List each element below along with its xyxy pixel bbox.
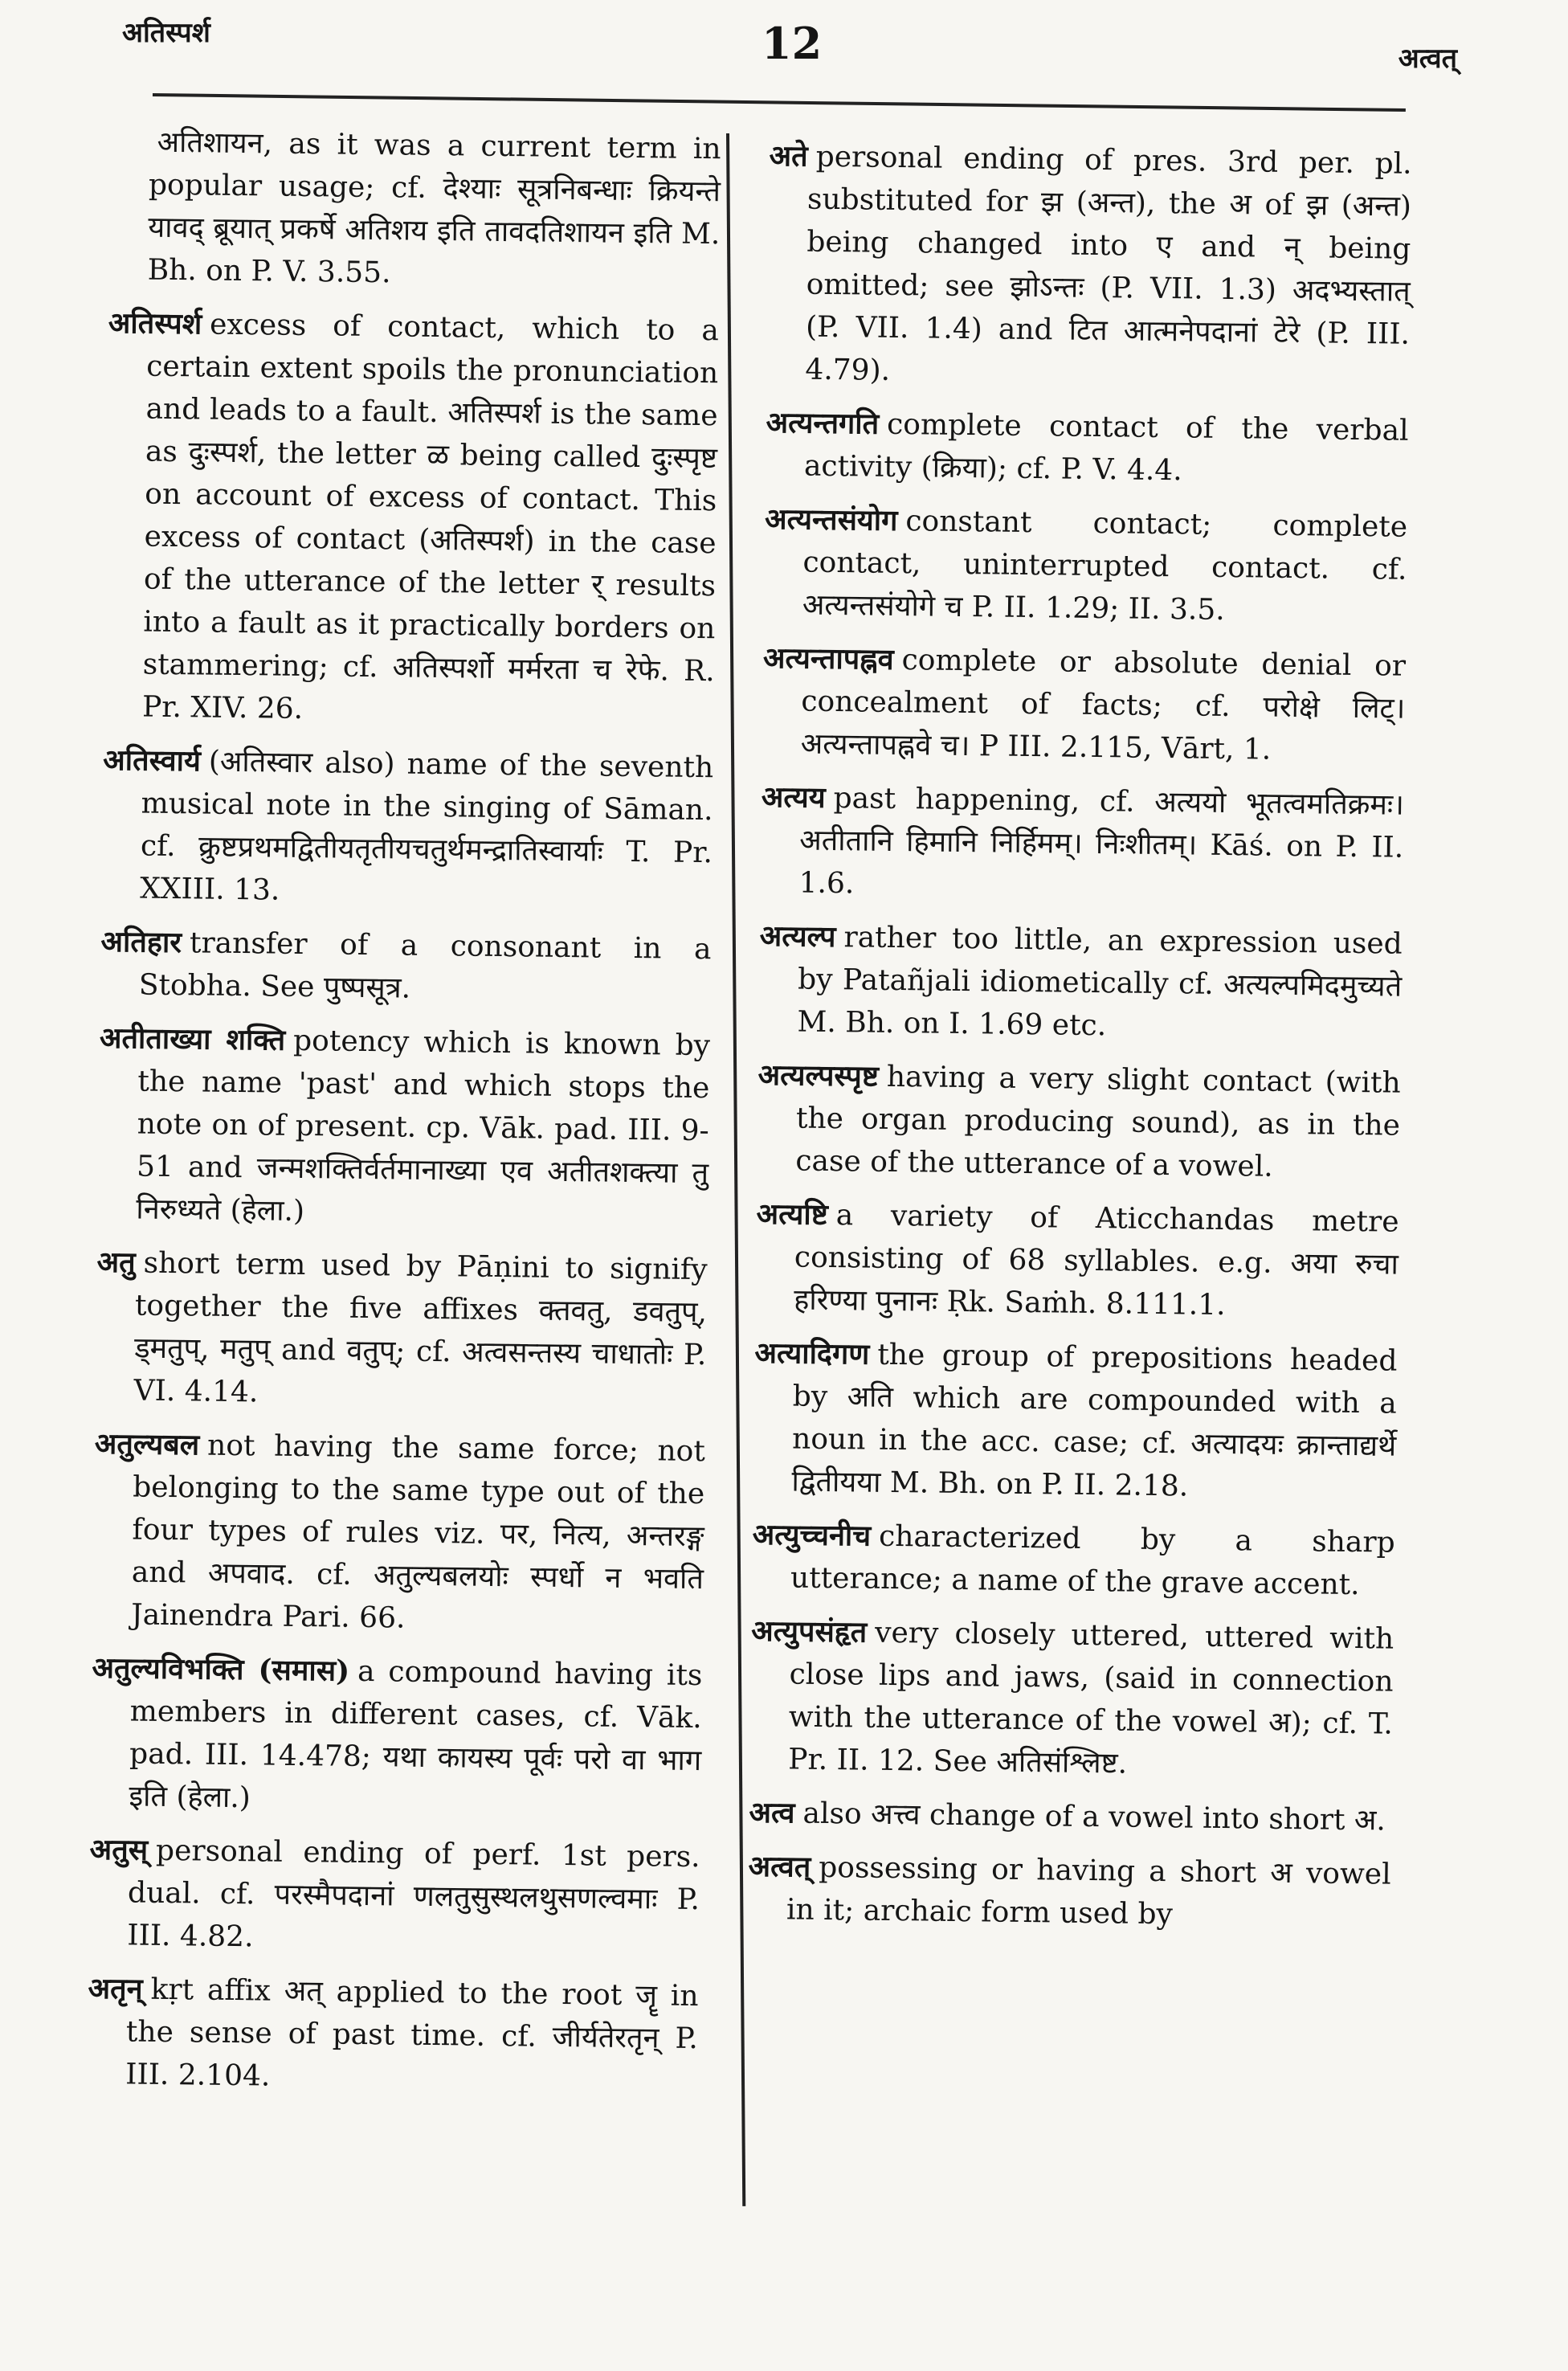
entry-text: characterized by a sharp utterance; a name of the grave accent. (790, 1519, 1395, 1602)
dictionary-entry (749, 1610, 1394, 1788)
dictionary-entry (760, 776, 1404, 912)
entry-headword: अतुल्यबल (94, 1426, 200, 1462)
dictionary-entry (108, 121, 721, 298)
page-number: 12 (762, 18, 823, 69)
entry-text: possessing or having a short अ vowel in it; archaic form used by (786, 1850, 1391, 1932)
dictionary-entry (101, 739, 714, 917)
guide-word-left: अतिस्पर्श (122, 17, 210, 49)
entry-headword: अतीताख्या शक्ति (99, 1020, 286, 1057)
entry-headword: अते (769, 138, 808, 174)
dictionary-entry (748, 1846, 1391, 1939)
dictionary-entry (90, 1647, 703, 1825)
dictionary-entry (92, 1423, 705, 1643)
dictionary-entry (757, 1054, 1401, 1190)
entry-text: complete or absolute denial or concealment of facts; cf. परोक्षे लिट्। अत्यन्तापह्नवे च। P III. 2.115, Vārt, 1. (800, 644, 1407, 766)
right-column (748, 135, 1412, 1950)
entry-text: also अत्त्व change of a vowel into short अ. (802, 1797, 1386, 1838)
page-header (0, 0, 1568, 96)
entry-text: kṛt affix अत् applied to the root जॄ in the sense of past time. cf. जीर्यतेरतृन् P. III. 2.104. (125, 1972, 699, 2093)
entry-headword: अत्यल्पस्पृष्ट (757, 1057, 880, 1094)
entry-text: (अतिस्वार also) name of the seventh musical note in the singing of Sāman. cf. क्रुष्टप्रथमद्वितीयतृतीयचतुर्थमन्द्रातिस्वार्याः T. Pr. XXIII. 13. (140, 745, 714, 907)
entry-text: excess of contact, which to a certain extent spoils the pronunciation and leads to a fault. अतिस्पर्श is the same as दुःस्पर्श, the letter ळ being called दुःस्पृष्ट on account of excess of contact. This excess of contact (अतिस्पर्श) in the case of the utterance of the letter र् results into a fault as it practically borders on stammering; cf. अतिस्पर्शो मर्मरता च रेफे. R. Pr. XIV. 26. (141, 308, 720, 726)
guide-word-right: अत्वत् (1398, 43, 1457, 75)
entry-headword: अत्युपसंहृत (750, 1613, 868, 1649)
entry-text: the group of prepositions headed by अति which are compounded with a noun in the acc. case; cf. अत्यादयः क्रान्ताद्यर्थे द्वितीयया M. Bh. on P. II. 2.18. (791, 1338, 1398, 1503)
entry-text: a variety of Aticchandas metre consisting of 68 syllables. e.g. अया रुचा हरिण्या पुनानः Ṛk. Saṁh. 8.111.1. (794, 1199, 1399, 1322)
entry-headword: अत्यन्तसंयोग (764, 501, 898, 538)
entry-headword: अत्यल्प (759, 918, 836, 955)
entry-text: अतिशायन, as it was a current term in popular usage; cf. देश्याः सूत्रनिबन्धाः क्रियन्ते यावद् ब्रूयात् प्रकर्षे अतिशय इति तावदतिशायन इति M. Bh. on P. V. 3.55. (147, 125, 721, 290)
dictionary-entry (104, 302, 719, 735)
dictionary-entry (97, 1017, 710, 1237)
dictionary-entry (95, 1241, 708, 1419)
column-divider (726, 133, 745, 2206)
entry-text: not having the same force; not belonging to the same type out of the four types of rules viz. पर, नित्य, अन्तरङ्ग and अपवाद. cf. अतुल्यबलयोः स्पर्धो न भवति Jainendra Pari. 66. (131, 1429, 706, 1635)
entry-headword: अतिस्वार्य (103, 742, 202, 779)
entry-headword: अत्यन्तापह्नव (762, 640, 894, 677)
dictionary-entry (766, 135, 1412, 399)
dictionary-entry (758, 915, 1403, 1051)
entry-headword: अतिहार (100, 924, 182, 960)
dictionary-entry (749, 1792, 1392, 1842)
dictionary-entry (87, 1968, 699, 2103)
entry-headword: अत्युच्चनीच (752, 1517, 872, 1553)
dictionary-entry (88, 1829, 700, 1964)
dictionary-entry (755, 1193, 1399, 1329)
entry-headword: अत्यष्टि (756, 1196, 829, 1232)
entry-text: transfer of a consonant in a Stobha. See पुष्पसूत्र. (138, 926, 712, 1005)
entry-headword: अतु (96, 1245, 136, 1280)
entry-text: past happening, cf. अत्ययो भूतत्वमतिक्रमः। अतीतानि हिमानि निर्हिमम्। निःशीतम्। Kāś. on P. II. 1.6. (798, 782, 1405, 901)
entry-headword: अत्व (749, 1795, 795, 1830)
entry-headword: अत्वत् (748, 1849, 811, 1884)
dictionary-entry (764, 498, 1408, 634)
entry-text: potency which is known by the name 'past' and which stops the note on of present. cp. Vāk. pad. III. 9-51 and जन्मशक्तिर्वर्तमानाख्या एव अतीतशक्त्या तु निरुध्यते (हेला.) (136, 1024, 711, 1228)
entry-headword: अतुल्यविभक्ति (समास) (92, 1650, 350, 1688)
dictionary-entry (766, 402, 1409, 495)
dictionary-entry (100, 921, 712, 1013)
entry-headword: अतृन् (88, 1971, 143, 2006)
entry-text: rather too little, an expression used by Patañjali idiometically cf. अत्यल्पमिदमुच्यते M. Bh. on I. 1.69 etc. (797, 921, 1403, 1043)
left-column (87, 121, 721, 2114)
entry-headword: अत्यन्तगति (766, 405, 880, 441)
entry-text: a compound having its members in different cases, cf. Vāk. pad. III. 14.478; यथा कायस्य पूर्वः परो वा भाग इति (हेला.) (129, 1654, 703, 1815)
entry-text: very closely uttered, uttered with close lips and jaws, (said in connection with the utterance of the vowel अ); cf. T. Pr. II. 12. See अतिसंश्लिष्ट. (788, 1616, 1394, 1780)
entry-headword: अतुस् (89, 1832, 149, 1867)
entry-text: having a very slight contact (with the organ producing sound), as in the case of the utterance of a vowel. (795, 1060, 1401, 1183)
entry-text: personal ending of perf. 1st pers. dual. cf. परस्मैपदानां णलतुसुस्थलथुसणल्वमाः P. III. 4.82. (127, 1833, 700, 1954)
entry-text: personal ending of pres. 3rd per. pl. substituted for झ (अन्त), the अ of झ (अन्त) being changed into ए and न् being omitted; see झोऽन्तः (P. VII. 1.3) अदभ्यस्तात् (P. VII. 1.4) and टित आत्मनेपदानां टेरे (P. III. 4.79). (805, 140, 1412, 387)
entry-headword: अत्यय (761, 779, 826, 815)
entry-text: constant contact; complete contact, uninterrupted contact. cf. अत्यन्तसंयोगे च P. II. 1.29; II. 3.5. (802, 505, 1408, 627)
dictionary-entry (753, 1332, 1398, 1510)
entry-headword: अत्यादिगण (754, 1335, 870, 1372)
dictionary-entry (762, 637, 1406, 773)
entry-headword: अतिस्पर्श (108, 305, 202, 341)
dictionary-entry (752, 1514, 1395, 1607)
entry-text: complete contact of the verbal activity (क्रिया); cf. P. V. 4.4. (803, 407, 1409, 488)
entry-text: short term used by Pāṇini to signify together the five affixes क्तवतु, डवतुप्, ड्मतुप्, मतुप् and वतुप्; cf. अत्वसन्तस्य चाधातोः P. VI. 4.14. (133, 1246, 708, 1409)
